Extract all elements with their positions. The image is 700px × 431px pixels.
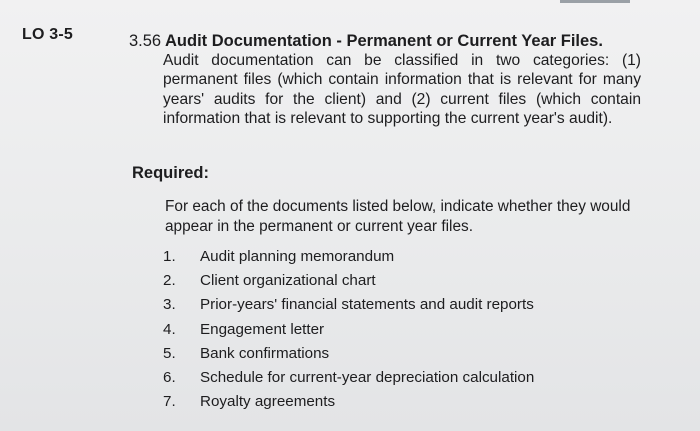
document-text: Client organizational chart [200,272,376,290]
document-number: 1. [163,248,176,265]
document-item [163,393,534,417]
document-list [163,248,534,417]
top-rule [560,0,630,3]
document-item [163,296,534,320]
document-number: 4. [163,320,176,338]
problem-number: 3.56 [129,32,162,50]
document-item [163,321,534,345]
document-text: Audit planning memorandum [200,248,395,265]
document-number: 2. [163,272,176,290]
required-instructions: For each of the documents listed below, indicate whether they would appear in the permanent or current year files. [165,198,631,235]
required-heading: Required: [132,164,210,182]
document-text: Bank confirmations [200,344,330,362]
document-text: Engagement letter [200,320,325,338]
document-item [163,369,534,393]
document-number: 7. [163,393,176,411]
problem-body: Audit documentation can be classified in two categories: (1) permanent files (which contain information that is relevant for many years' audits for the client) and (2) current files (which contain information that is relevant to supporting the current year's audit). [163,52,641,127]
document-item [163,248,534,272]
document-number: 6. [163,368,176,386]
document-item [163,345,534,369]
problem-title: Audit Documentation - Permanent or Current Year Files. [165,32,603,50]
document-text: Schedule for current-year depreciation calculation [200,368,535,386]
document-number: 5. [163,344,176,362]
document-text: Prior-years' financial statements and audit reports [200,296,534,314]
document-text: Royalty agreements [200,393,336,411]
learning-objective-tag: LO 3-5 [22,26,73,43]
document-item [163,272,534,296]
document-number: 3. [163,296,176,314]
